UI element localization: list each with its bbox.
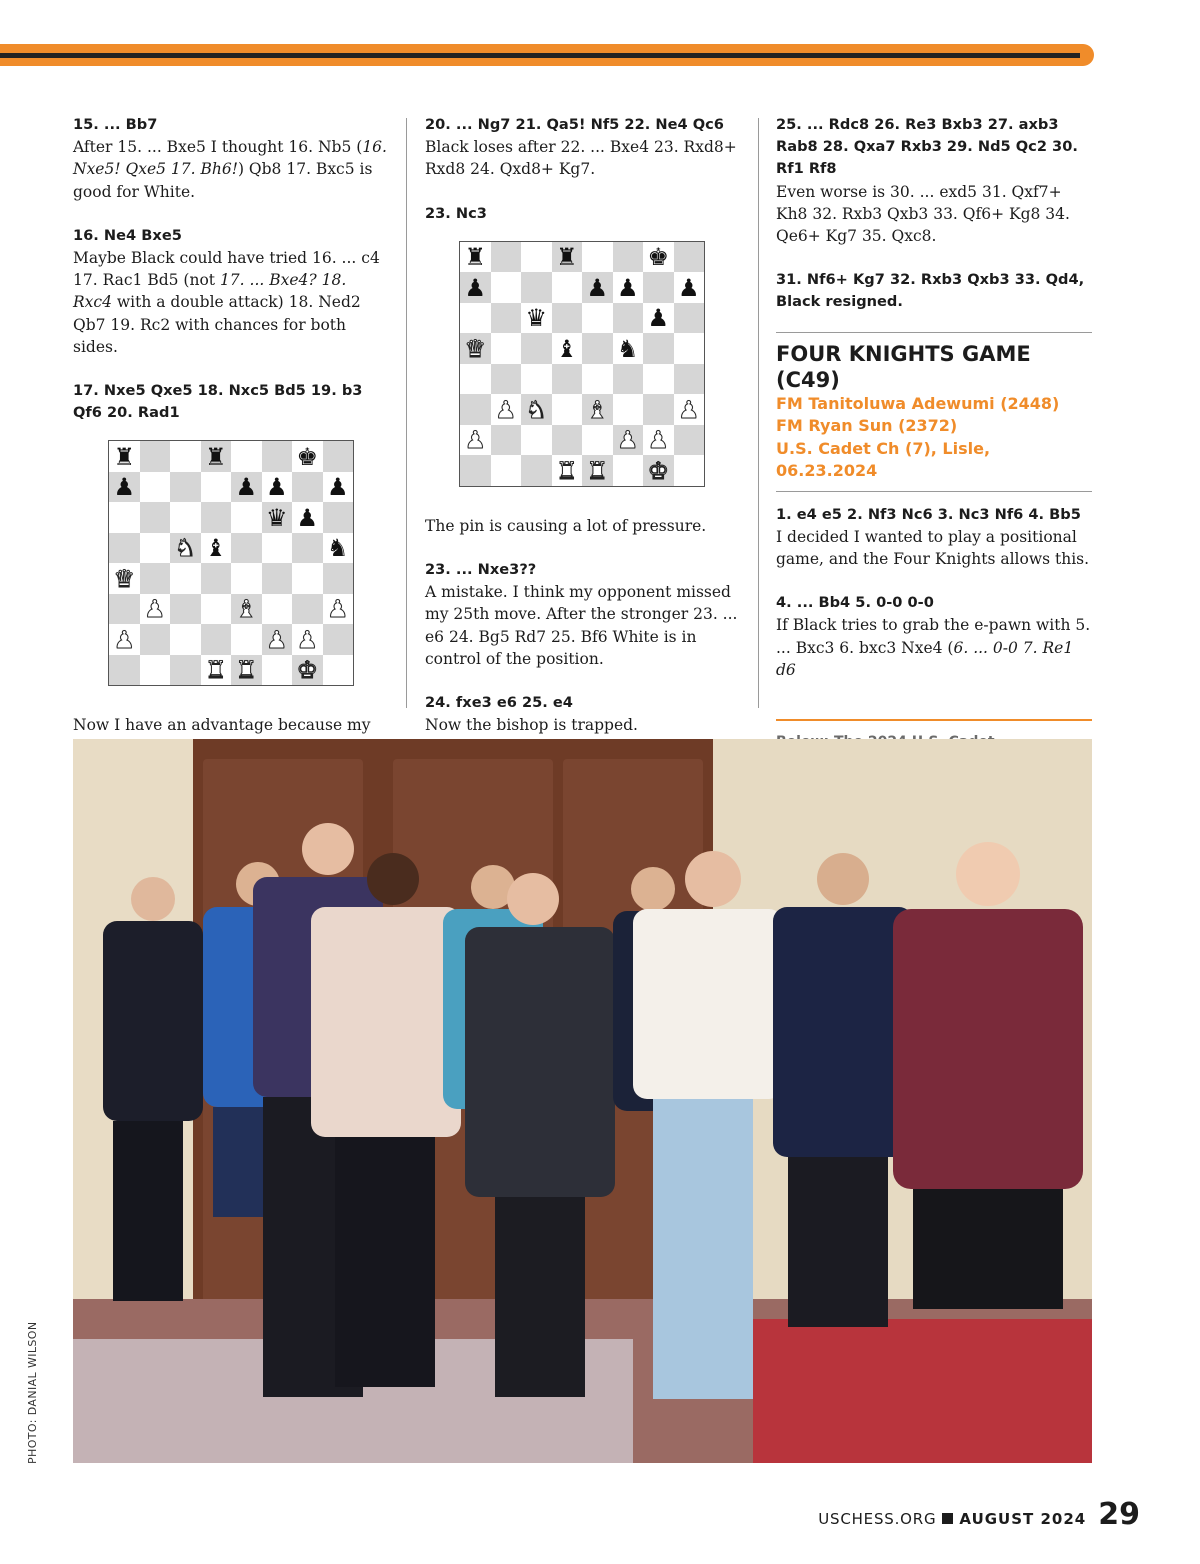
event-info: U.S. Cadet Ch (7), Lisle, 06.23.2024 — [776, 438, 991, 481]
white-bishop-icon: ♝ — [582, 394, 613, 425]
board-square — [292, 563, 323, 594]
board-square — [582, 425, 613, 456]
board-square — [582, 303, 613, 334]
top-accent-bar — [0, 44, 1094, 66]
board-square — [582, 242, 613, 273]
annotation-paragraph: If Black tries to grab the e-pawn with 5. ... Bxc3 6. bxc3 Nxe4 (6. ... 0-0 7. Re1 d6 — [776, 616, 1091, 679]
move-heading: 17. Nxe5 Qxe5 18. Nxc5 Bd5 19. b3 Qf6 20. Rad1 — [73, 382, 363, 422]
board-square — [140, 502, 171, 533]
white-pawn-icon: ♟ — [323, 594, 354, 625]
board-square — [491, 425, 522, 456]
page-footer — [818, 1497, 1140, 1532]
black-queen-icon: ♛ — [521, 303, 552, 334]
board-square — [170, 594, 201, 625]
board-square — [292, 533, 323, 564]
board-square — [201, 624, 232, 655]
board-square — [613, 303, 644, 334]
white-knight-icon: ♞ — [521, 394, 552, 425]
board-square — [201, 594, 232, 625]
board-square — [643, 364, 674, 395]
board-square — [674, 333, 705, 364]
white-knight-icon: ♞ — [170, 533, 201, 564]
black-knight-icon: ♞ — [323, 533, 354, 564]
board-square — [231, 502, 262, 533]
board-square — [231, 563, 262, 594]
board-square — [552, 364, 583, 395]
black-pawn-icon: ♟ — [262, 472, 293, 503]
black-pawn-icon: ♟ — [674, 272, 705, 303]
black-rook-icon: ♜ — [460, 242, 491, 273]
board-square — [674, 455, 705, 486]
board-square — [140, 624, 171, 655]
chess-diagram-2 — [459, 241, 705, 487]
white-pawn-icon: ♟ — [613, 425, 644, 456]
move-heading: 20. ... Ng7 21. Qa5! Nf5 22. Ne4 Qc6 — [425, 116, 724, 133]
black-player: FM Ryan Sun (2372) — [776, 416, 958, 436]
board-square — [674, 425, 705, 456]
annotation-paragraph: Now the bishop is trapped. — [425, 716, 638, 735]
board-square — [323, 441, 354, 472]
board-square — [262, 533, 293, 564]
board-square — [170, 472, 201, 503]
board-square — [323, 502, 354, 533]
move-heading: 1. e4 e5 2. Nf3 Nc6 3. Nc3 Nf6 4. Bb5 — [776, 505, 1081, 523]
move-heading: 4. ... Bb4 5. 0-0 0-0 — [776, 594, 934, 612]
board-square — [170, 441, 201, 472]
board-square — [521, 455, 552, 486]
square-bullet-icon — [942, 1513, 953, 1524]
black-pawn-icon: ♟ — [460, 272, 491, 303]
board-square — [521, 272, 552, 303]
annotation-paragraph: A mistake. I think my opponent missed my 25th move. After the stronger 23. ... e6 24. Bg5 Rd7 25. Bf6 White is in control of the position. — [425, 583, 738, 668]
board-square — [140, 563, 171, 594]
board-square — [109, 533, 140, 564]
white-king-icon: ♚ — [292, 655, 323, 686]
board-square — [491, 455, 522, 486]
board-square — [582, 364, 613, 395]
board-square — [262, 441, 293, 472]
annotation-paragraph: After 15. ... Bxe5 I thought 16. Nb5 (16. Nxe5! Qxe5 17. Bh6!) Qb8 17. Bxc5 is good for White. — [73, 138, 387, 201]
annotation-paragraph: Even worse is 30. ... exd5 31. Qxf7+ Kh8 32. Rxb3 Qxb3 33. Qf6+ Kg8 34. Qe6+ Kg7 35. Qxc8. — [776, 182, 1070, 246]
board-square — [323, 655, 354, 686]
board-square — [109, 655, 140, 686]
board-square — [674, 242, 705, 273]
white-queen-icon: ♛ — [460, 333, 491, 364]
black-rook-icon: ♜ — [109, 441, 140, 472]
board-square — [262, 655, 293, 686]
white-rook-icon: ♜ — [582, 455, 613, 486]
board-square — [552, 303, 583, 334]
board-square — [491, 242, 522, 273]
board-square — [201, 502, 232, 533]
annotation-paragraph: The pin is causing a lot of pressure. — [425, 516, 707, 535]
board-square — [201, 563, 232, 594]
white-pawn-icon: ♟ — [109, 624, 140, 655]
board-square — [521, 242, 552, 273]
move-heading: 23. Nc3 — [425, 204, 487, 222]
board-square — [140, 655, 171, 686]
board-square — [643, 272, 674, 303]
board-square — [613, 394, 644, 425]
black-knight-icon: ♞ — [613, 333, 644, 364]
annotation-paragraph: I decided I wanted to play a positional game, and the Four Knights allows this. — [776, 527, 1090, 569]
board-square — [140, 472, 171, 503]
white-pawn-icon: ♟ — [491, 394, 522, 425]
game-title: FOUR KNIGHTS GAME (C49) — [776, 341, 1031, 392]
board-square — [292, 594, 323, 625]
board-square — [460, 303, 491, 334]
board-square — [109, 594, 140, 625]
board-square — [231, 441, 262, 472]
board-square — [552, 425, 583, 456]
board-square — [552, 272, 583, 303]
white-pawn-icon: ♟ — [643, 425, 674, 456]
board-square — [491, 303, 522, 334]
footer-issue: AUGUST 2024 — [959, 1510, 1087, 1528]
annotation-paragraph: Black loses after 22. ... Bxe4 23. Rxd8+ Rxd8 24. Qxd8+ Kg7. — [425, 138, 737, 179]
board-square — [460, 394, 491, 425]
black-pawn-icon: ♟ — [643, 303, 674, 334]
board-square — [231, 533, 262, 564]
board-square — [613, 242, 644, 273]
white-king-icon: ♚ — [643, 455, 674, 486]
annotation-paragraph: Now I have an advantage because my — [73, 716, 371, 735]
board-square — [140, 441, 171, 472]
black-king-icon: ♚ — [292, 441, 323, 472]
board-square — [262, 594, 293, 625]
board-square — [262, 563, 293, 594]
board-square — [521, 425, 552, 456]
column-1 — [73, 114, 389, 759]
white-pawn-icon: ♟ — [460, 425, 491, 456]
white-pawn-icon: ♟ — [140, 594, 171, 625]
white-pawn-icon: ♟ — [674, 394, 705, 425]
black-bishop-icon: ♝ — [201, 533, 232, 564]
black-queen-icon: ♛ — [262, 502, 293, 533]
board-square — [170, 624, 201, 655]
black-pawn-icon: ♟ — [109, 472, 140, 503]
board-square — [231, 624, 262, 655]
board-square — [170, 502, 201, 533]
page-number: 29 — [1098, 1497, 1140, 1532]
board-square — [521, 364, 552, 395]
board-square — [613, 364, 644, 395]
move-heading: 16. Ne4 Bxe5 — [73, 226, 182, 244]
move-heading: 23. ... Nxe3?? — [425, 561, 537, 579]
white-player: FM Tanitoluwa Adewumi (2448) — [776, 393, 1060, 413]
board-square — [491, 272, 522, 303]
board-square — [109, 502, 140, 533]
board-square — [460, 364, 491, 395]
white-pawn-icon: ♟ — [292, 624, 323, 655]
white-rook-icon: ♜ — [201, 655, 232, 686]
board-square — [170, 655, 201, 686]
black-pawn-icon: ♟ — [323, 472, 354, 503]
column-divider — [406, 118, 407, 708]
white-queen-icon: ♛ — [109, 563, 140, 594]
white-rook-icon: ♜ — [552, 455, 583, 486]
footer-site: USCHESS.ORG — [818, 1510, 937, 1528]
black-pawn-icon: ♟ — [292, 502, 323, 533]
chess-diagram-1 — [108, 440, 354, 686]
group-photo — [73, 739, 1092, 1463]
board-square — [201, 472, 232, 503]
white-pawn-icon: ♟ — [262, 624, 293, 655]
board-square — [582, 333, 613, 364]
black-pawn-icon: ♟ — [613, 272, 644, 303]
column-divider — [758, 118, 759, 708]
board-square — [613, 455, 644, 486]
black-king-icon: ♚ — [643, 242, 674, 273]
board-square — [643, 394, 674, 425]
move-heading: 25. ... Rdc8 26. Re3 Bxb3 27. axb3 Rab8 28. Qxa7 Rxb3 29. Nd5 Qc2 30. Rf1 Rf8 — [776, 116, 1078, 178]
move-heading: 31. Nf6+ Kg7 32. Rxb3 Qxb3 33. Qd4, Black resigned. — [776, 271, 1085, 311]
black-pawn-icon: ♟ — [582, 272, 613, 303]
white-rook-icon: ♜ — [231, 655, 262, 686]
column-3 — [776, 114, 1092, 811]
board-square — [323, 563, 354, 594]
black-rook-icon: ♜ — [552, 242, 583, 273]
photo-credit: PHOTO: DANIAL WILSON — [26, 1321, 39, 1464]
board-square — [552, 394, 583, 425]
board-square — [170, 563, 201, 594]
column-2 — [425, 114, 743, 736]
board-square — [674, 364, 705, 395]
dark-stripe — [0, 53, 1080, 58]
board-square — [643, 333, 674, 364]
black-pawn-icon: ♟ — [231, 472, 262, 503]
board-square — [292, 472, 323, 503]
board-square — [323, 624, 354, 655]
board-square — [491, 333, 522, 364]
black-rook-icon: ♜ — [201, 441, 232, 472]
annotation-paragraph: Maybe Black could have tried 16. ... c4 17. Rac1 Bd5 (not 17. ... Bxe4? 18. Rxc4 with a double attack) 18. Ned2 Qb7 19. Rc2 with chances for both sides. — [73, 249, 380, 356]
board-square — [521, 333, 552, 364]
board-square — [140, 533, 171, 564]
move-heading: 24. fxe3 e6 25. e4 — [425, 694, 573, 712]
black-bishop-icon: ♝ — [552, 333, 583, 364]
white-bishop-icon: ♝ — [231, 594, 262, 625]
board-square — [674, 303, 705, 334]
move-heading: 15. ... Bb7 — [73, 116, 158, 133]
group-photo-illustration — [73, 739, 1092, 1463]
board-square — [460, 455, 491, 486]
board-square — [491, 364, 522, 395]
